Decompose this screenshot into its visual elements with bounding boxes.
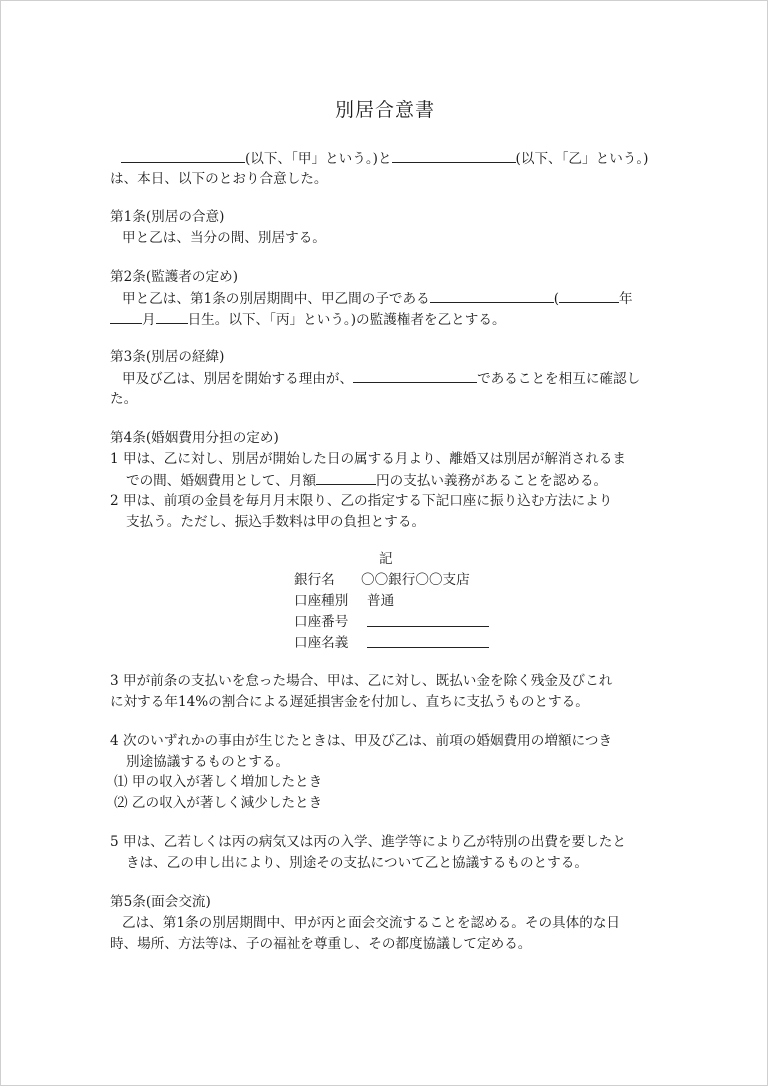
party-b-blank[interactable]	[392, 148, 516, 163]
article-4-para-1-line-2	[110, 470, 607, 491]
account-type-label: 口座種別	[294, 593, 349, 609]
birth-day-blank[interactable]	[156, 309, 188, 324]
article-4-heading: 第4条(婚姻費用分担の定め)	[110, 430, 279, 446]
article-2-paren: (	[553, 291, 560, 307]
birth-year-blank[interactable]	[559, 288, 619, 303]
article-1-heading: 第1条(別居の合意)	[110, 209, 225, 225]
article-5-heading: 第5条(面会交流)	[110, 894, 211, 910]
intro-line-2: は、本日、以下のとおり合意した。	[110, 171, 328, 187]
account-number-row	[367, 612, 489, 633]
article-2-month: 月	[142, 312, 156, 328]
birth-month-blank[interactable]	[110, 309, 142, 324]
account-number-blank[interactable]	[367, 612, 489, 627]
article-4-para-3-line-1: 3 甲が前条の支払いを怠った場合、甲は、乙に対し、既払い金を除く残金及びこれ	[110, 673, 613, 689]
article-4-para-5-line-1: 5 甲は、乙若しくは丙の病気又は丙の入学、進学等により乙が特別の出費を要したと	[110, 834, 626, 850]
intro-line-1	[110, 148, 649, 169]
account-holder-row	[367, 633, 489, 654]
article-4-item-2: ⑵ 乙の収入が著しく減少したとき	[114, 795, 323, 811]
article-3-text-1: 甲及び乙は、別居を開始する理由が、	[122, 371, 354, 387]
article-4-para-4-line-1: 4 次のいずれかの事由が生じたときは、甲及び乙は、前項の婚姻費用の増額につき	[110, 733, 613, 749]
article-2-text-2: 日生。以下、「丙」という。)の監護権者を乙とする。	[187, 312, 506, 328]
article-5-line-1: 乙は、第1条の別居期間中、甲が丙と面会交流することを認める。その具体的な日	[122, 915, 621, 931]
article-3-line-1	[110, 368, 640, 389]
article-3-heading: 第3条(別居の経緯)	[110, 349, 225, 365]
article-4-para-2-line-1: 2 甲は、前項の金員を毎月月末限り、乙の指定する下記口座に振り込む方法により	[110, 493, 613, 509]
article-2-line-1	[110, 288, 633, 309]
account-holder-label: 口座名義	[294, 635, 349, 651]
article-4-para-4-line-2: 別途協議するものとする。	[126, 754, 290, 770]
article-2-line-2	[110, 309, 506, 330]
article-3-line-2: た。	[110, 391, 138, 407]
article-4-para-3-line-2: に対する年14%の割合による遅延損害金を付加し、直ちに支払うものとする。	[110, 694, 589, 710]
article-4-text-yen: 円の支払い義務があることを認める。	[376, 473, 608, 489]
article-2-year: 年	[619, 291, 633, 307]
intro-text-1: (以下、「甲」という。)と	[245, 151, 392, 167]
monthly-amount-blank[interactable]	[316, 470, 376, 485]
article-4-para-1-line-1: 1 甲は、乙に対し、別居が開始した日の属する月より、離婚又は別居が解消されるま	[110, 451, 626, 467]
article-4-text-monthly: での間、婚姻費用として、月額	[126, 473, 317, 489]
article-5-line-2: 時、場所、方法等は、子の福祉を尊重し、その都度協議して定める。	[110, 936, 532, 952]
article-4-para-2-line-2: 支払う。ただし、振込手数料は甲の負担とする。	[126, 514, 426, 530]
child-name-blank[interactable]	[430, 288, 554, 303]
separation-reason-blank[interactable]	[353, 368, 477, 383]
account-number-label: 口座番号	[294, 614, 349, 630]
article-4-para-5-line-2: きは、乙の申し出により、別途その支払について乙と協議するものとする。	[126, 855, 588, 871]
intro-text-2: (以下、「乙」という。)	[515, 151, 649, 167]
account-holder-blank[interactable]	[367, 633, 489, 648]
article-2-heading: 第2条(監護者の定め)	[110, 269, 239, 285]
article-4-item-1: ⑴ 甲の収入が著しく増加したとき	[114, 774, 323, 790]
party-a-blank[interactable]	[121, 148, 245, 163]
bank-name-label: 銀行名	[294, 572, 335, 588]
article-1-body: 甲と乙は、当分の間、別居する。	[122, 230, 326, 246]
article-3-text-2: であることを相互に確認し	[477, 371, 641, 387]
record-heading: 記	[379, 551, 393, 567]
article-2-text-1: 甲と乙は、第1条の別居期間中、甲乙間の子である	[122, 291, 430, 307]
account-type-value: 普通	[367, 593, 395, 609]
document-title: 別居合意書	[334, 99, 435, 121]
bank-name-value: 〇〇銀行〇〇支店	[361, 572, 470, 588]
